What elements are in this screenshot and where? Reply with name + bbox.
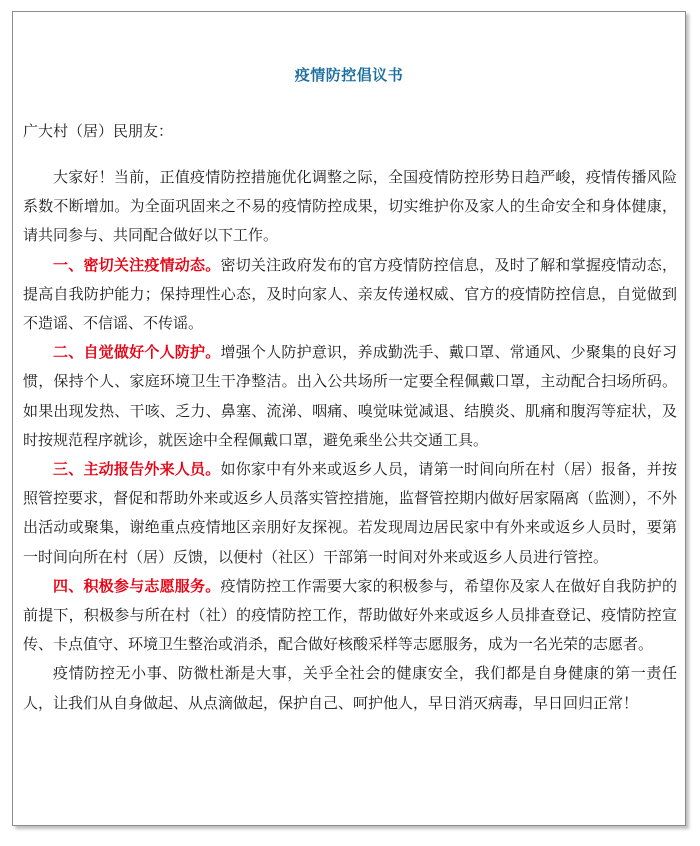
item-heading-3: 三、主动报告外来人员。 xyxy=(53,460,221,479)
item-heading-1: 一、密切关注疫情动态。 xyxy=(53,255,221,274)
item-text-3: 如你家中有外来或返乡人员，请第一时间向所在村（居）报备，并按照管控要求，督促和帮助外来或返乡人员落实管控措施，监督管控期内做好居家隔离（监测），不外出活动或聚集，谢绝重点疫情地区亲朋好友探视。若发现周边居民家中有外来或返乡人员时，要第一时间向所在村（居）反馈，以便村（社区）干部第一时间对外来或返乡人员进行管控。 xyxy=(23,460,677,566)
item-heading-4: 四、积极参与志愿服务。 xyxy=(53,576,221,595)
item-heading-2: 二、自觉做好个人防护。 xyxy=(53,343,221,362)
item-text-1: 密切关注政府发布的官方疫情防控信息，及时了解和掌握疫情动态，提高自我防护能力；保持理性心态，及时向家人、亲友传递权威、官方的疫情防控信息，自觉做到不造谣、不信谣、不传谣。 xyxy=(23,255,677,333)
salutation: 广大村（居）民朋友： xyxy=(23,122,174,140)
intro-paragraph: 大家好！当前，正值疫情防控措施优化调整之际，全国疫情防控形势日趋严峻，疫情传播风险系数不断增加。为全面巩固来之不易的疫情防控成果，切实维护你及家人的生命安全和身体健康，请共同参与、共同配合做好以下工作。 xyxy=(23,168,677,245)
item-paragraph-3 xyxy=(23,455,677,572)
document-title: 疫情防控倡议书 xyxy=(294,66,404,84)
document-frame xyxy=(12,11,686,826)
closing-paragraph: 疫情防控无小事、防微杜渐是大事，关乎全社会的健康安全，我们都是自身健康的第一责任人，让我们从自身做起、从点滴做起，保护自己、呵护他人，早日消灭病毒，早日回归正常！ xyxy=(23,664,677,712)
item-text-4: 疫情防控工作需要大家的积极参与，希望你及家人在做好自我防护的前提下，积极参与所在村（社）的疫情防控工作，帮助做好外来或返乡人员排查登记、疫情防控宣传、卡点值守、环境卫生整治或消杀，配合做好核酸采样等志愿服务，成为一名光荣的志愿者。 xyxy=(23,576,677,654)
item-paragraph-1 xyxy=(23,251,677,339)
item-paragraph-2 xyxy=(23,338,677,455)
item-paragraph-4 xyxy=(23,572,677,660)
item-text-2: 增强个人防护意识，养成勤洗手、戴口罩、常通风、少聚集的良好习惯，保持个人、家庭环境卫生干净整洁。出入公共场所一定要全程佩戴口罩，主动配合扫场所码。如果出现发热、干咳、乏力、鼻塞、流涕、咽痛、嗅觉味觉减退、结膜炎、肌痛和腹泻等症状，及时按规范程序就诊，就医途中全程佩戴口罩，避免乘坐公共交通工具。 xyxy=(23,343,677,449)
document-body xyxy=(23,163,677,718)
